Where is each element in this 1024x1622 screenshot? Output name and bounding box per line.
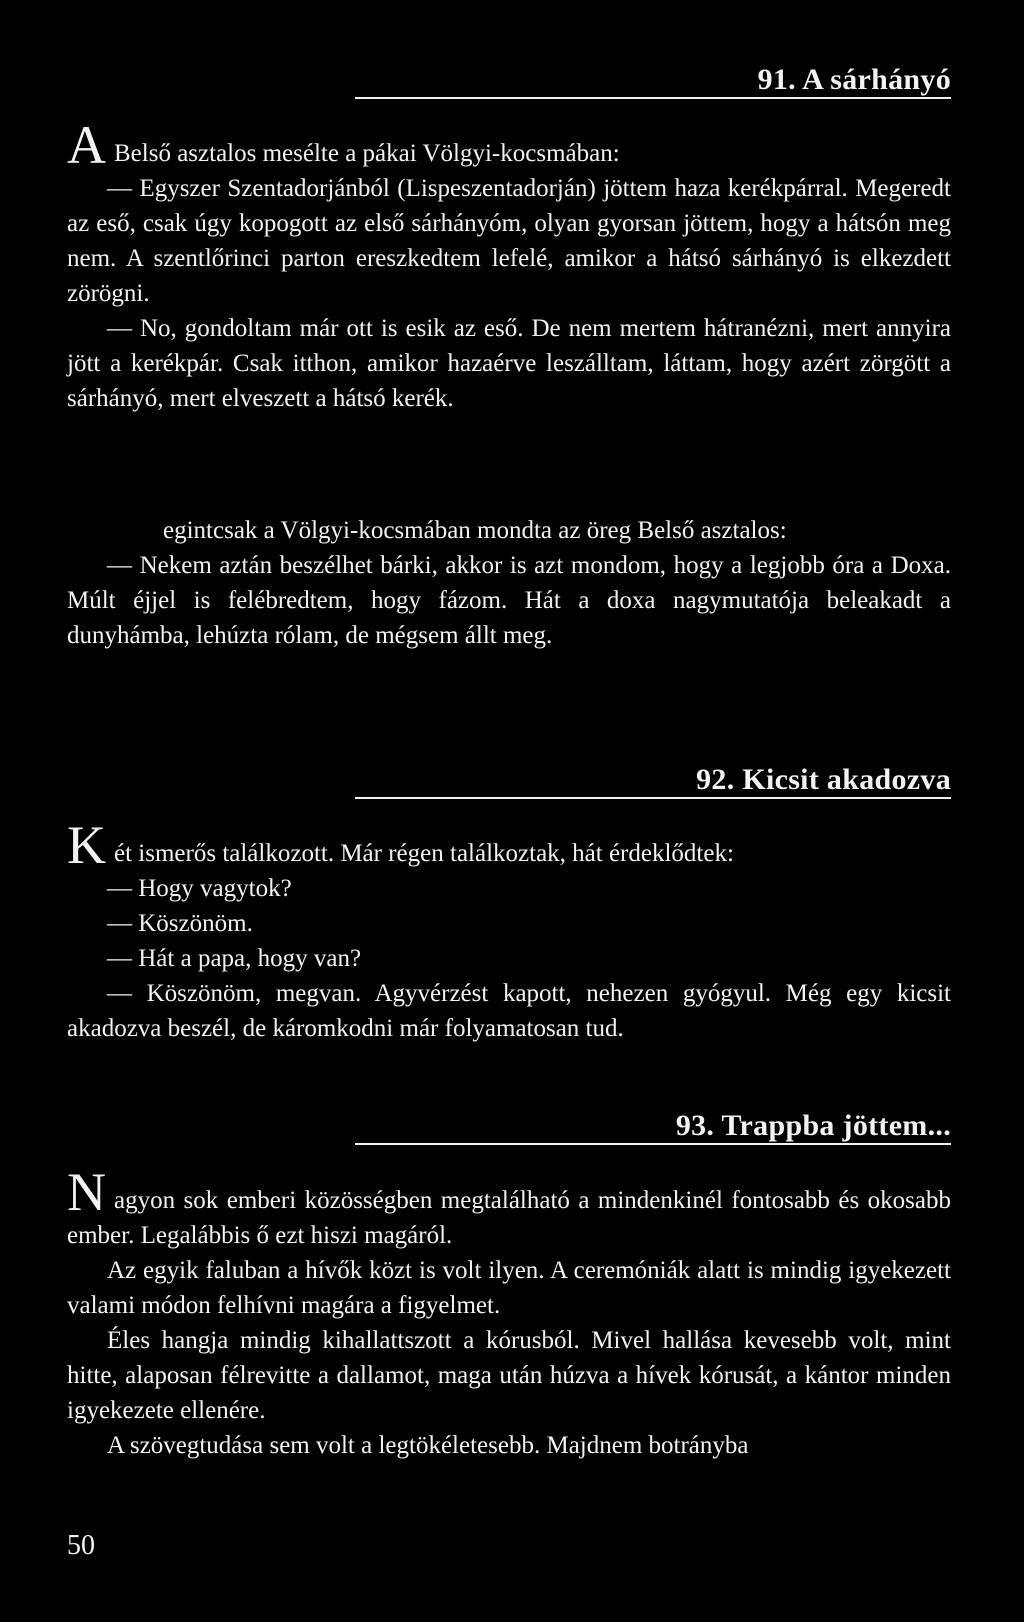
paragraph: — Köszönöm, megvan. Agyvérzést kapott, nehezen gyógyul. Még egy kicsit akadozva beszél, de káromkodni már folyamatosan tud. <box>67 980 951 1042</box>
section-body-92 <box>67 815 951 1046</box>
drop-cap: N <box>67 1162 106 1222</box>
paragraph: Nagyon sok emberi közösségben megtalálható a mindenkinél fontosabb és okosabb ember. Legalábbis ő ezt hiszi magáról. <box>67 1162 951 1249</box>
paragraph: — Hogy vagytok? <box>107 875 292 902</box>
drop-cap: K <box>67 815 106 875</box>
heading-rule-91 <box>355 97 951 99</box>
paragraph: A Belső asztalos mesélte a pákai Völgyi-kocsmában: <box>67 115 620 175</box>
paragraph: Az egyik faluban a hívők közt is volt ilyen. A ceremóniák alatt is mindig igyekezett valami módon felhívni magára a figyelmet. <box>67 1257 951 1319</box>
section-body-91-second-story <box>67 513 951 653</box>
section-heading-91: 91. A sárhányó <box>757 63 951 96</box>
paragraph: egintcsak a Völgyi-kocsmában mondta az öreg Belső asztalos: <box>163 517 787 544</box>
section-body-93 <box>67 1162 951 1463</box>
heading-rule-93 <box>355 1143 951 1145</box>
paragraph: — Egyszer Szentadorjánból (Lispeszentadorján) jöttem haza kerékpárral. Megeredt az eső, csak úgy kopogott az első sárhányóm, olyan gyorsan jöttem, hogy a hátsón meg nem. A szentlőrinci parton ereszkedtem lefelé, amikor a hátsó sárhányó is elkezdett zörögni. <box>67 175 951 307</box>
page-number: 50 <box>67 1530 95 1561</box>
paragraph: Éles hangja mindig kihallattszott a kórusból. Mivel hallása kevesebb volt, mint hitte, alaposan félrevitte a dallamot, maga után húzva a hívek kórusát, a kántor minden igyekezete ellenére. <box>67 1327 951 1424</box>
paragraph: — No, gondoltam már ott is esik az eső. De nem mertem hátranézni, mert annyira jött a kerékpár. Csak itthon, amikor hazaérve leszálltam, láttam, hogy azért zörgött a sárhányó, mert elveszett a hátsó kerék. <box>67 315 951 412</box>
heading-rule-92 <box>355 797 951 799</box>
paragraph: Két ismerős találkozott. Már régen találkoztak, hát érdeklődtek: <box>67 815 734 875</box>
section-heading-92: 92. Kicsit akadozva <box>696 763 951 796</box>
paragraph: — Hát a papa, hogy van? <box>107 945 362 972</box>
section-heading-93: 93. Trappba jöttem... <box>675 1109 951 1142</box>
book-page <box>67 0 951 1622</box>
paragraph: A szövegtudása sem volt a legtökéletesebb. Majdnem botrányba <box>107 1432 749 1459</box>
drop-cap: A <box>67 115 106 175</box>
paragraph: — Köszönöm. <box>107 910 253 937</box>
paragraph: — Nekem aztán beszélhet bárki, akkor is azt mondom, hogy a legjobb óra a Doxa. Múlt éjjel is felébredtem, hogy fázom. Hát a doxa nagymutatója beleakadt a dunyhámba, lehúzta rólam, de mégsem állt meg. <box>67 552 951 649</box>
section-body-91 <box>67 115 951 416</box>
